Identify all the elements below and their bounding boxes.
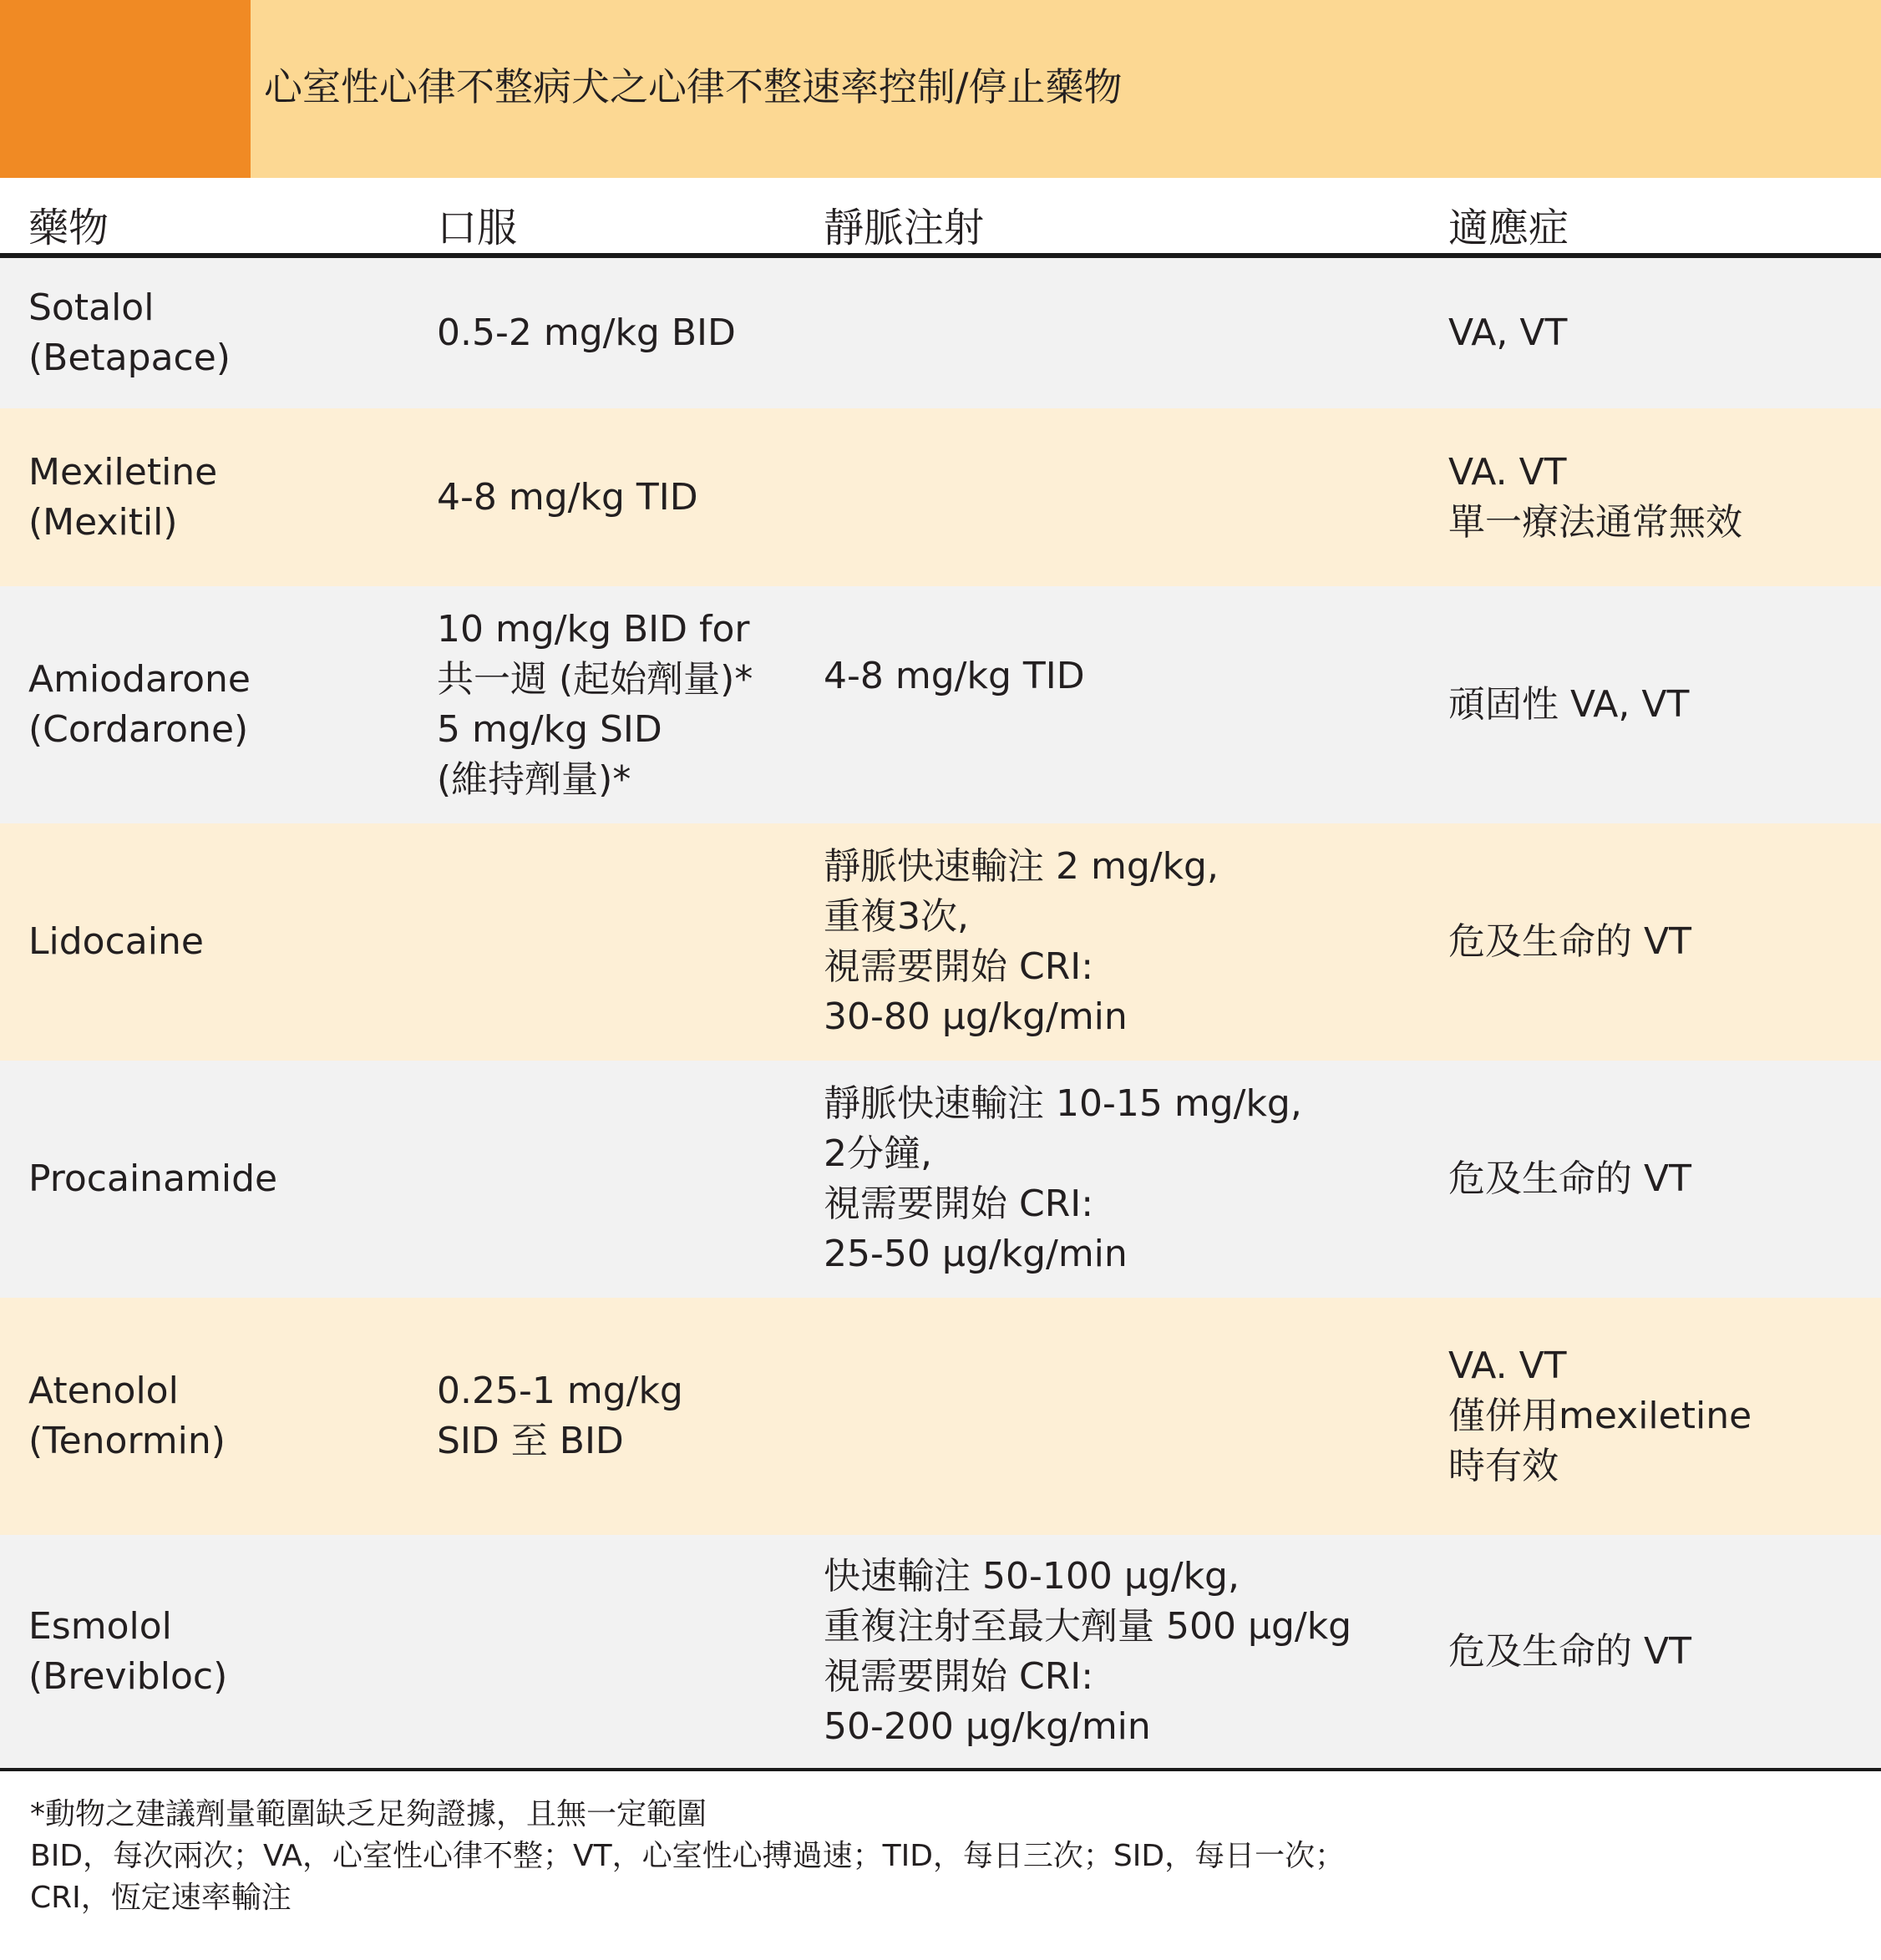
cell-line: 靜脈快速輸注 2 mg/kg, [824, 845, 1219, 888]
cell-line: 50-200 µg/kg/min [824, 1704, 1151, 1748]
cell-line: 快速輸注 50-100 µg/kg, [824, 1554, 1240, 1598]
table-row [0, 1535, 1881, 1768]
cell-line: Mexiletine [28, 450, 218, 494]
cell-oral [437, 408, 698, 586]
cell-drug [28, 258, 231, 408]
cell-line: 4-8 mg/kg TID [437, 475, 698, 519]
cell-iv [824, 1535, 1351, 1768]
cell-line: 25-50 µg/kg/min [824, 1233, 1128, 1275]
cell-line: 靜脈快速輸注 10-15 mg/kg, [824, 1082, 1302, 1125]
cell-line: (Betapace) [28, 337, 231, 379]
cell-line: (維持劑量)* [437, 758, 631, 801]
cell-indication [1448, 586, 1689, 823]
cell-line: 30-80 µg/kg/min [824, 995, 1128, 1038]
cell-line: VA, VT [1448, 311, 1568, 354]
table-row [0, 586, 1881, 823]
header-oral: 口服 [437, 205, 518, 251]
cell-iv [824, 823, 1219, 1061]
cell-line: 視需要開始 CRI: [824, 1183, 1094, 1225]
cell-line: 僅併用mexiletine [1448, 1395, 1752, 1437]
cell-line: (Brevibloc) [28, 1654, 228, 1698]
title-accent-block [0, 0, 251, 178]
cell-line: 5 mg/kg SID [437, 708, 662, 751]
footnote-line: BID，每次兩次；VA，心室性心律不整；VT，心室性心搏過速；TID，每日三次；SID，每日一次； [30, 1839, 1346, 1873]
table-row [0, 1061, 1881, 1298]
cell-line: 重複注射至最大劑量 500 µg/kg [824, 1604, 1352, 1648]
cell-indication [1448, 823, 1691, 1061]
cell-line: Amiodarone [28, 658, 251, 701]
cell-line: (Mexitil) [28, 500, 178, 544]
cell-line: VA. VT [1448, 1345, 1567, 1387]
cell-line: 時有效 [1448, 1445, 1559, 1487]
cell-drug [28, 823, 204, 1061]
footnote-line: CRI，恆定速率輸注 [30, 1881, 292, 1915]
cell-line: 0.5-2 mg/kg BID [437, 311, 736, 354]
cell-drug [28, 408, 217, 586]
footnotes [30, 1794, 1345, 1919]
cell-oral [437, 1298, 683, 1535]
table-row [0, 823, 1881, 1061]
table-row [0, 408, 1881, 586]
cell-line: 4-8 mg/kg TID [824, 655, 1085, 697]
cell-line: 危及生命的 VT [1448, 1629, 1691, 1673]
cell-line: SID 至 BID [437, 1420, 624, 1462]
table-header-row [0, 178, 1881, 258]
cell-line: Atenolol [28, 1370, 179, 1412]
cell-line: 頑固性 VA, VT [1448, 683, 1690, 726]
cell-line: (Tenormin) [28, 1420, 226, 1462]
cell-line: 共一週 (起始劑量)* [437, 658, 753, 701]
cell-iv [824, 1061, 1302, 1298]
footer-divider [0, 1768, 1881, 1771]
table-title: 心室性心律不整病犬之心律不整速率控制/停止藥物 [264, 64, 1123, 109]
cell-indication [1448, 1061, 1691, 1298]
cell-line: 危及生命的 VT [1448, 1157, 1691, 1200]
cell-drug [28, 1535, 227, 1768]
cell-line: 視需要開始 CRI: [824, 945, 1094, 988]
cell-indication [1448, 1298, 1752, 1535]
cell-indication [1448, 1535, 1691, 1768]
header-iv: 靜脈注射 [824, 205, 985, 251]
cell-line: Lidocaine [28, 920, 204, 963]
table-row [0, 258, 1881, 408]
cell-line: 單一療法通常無效 [1448, 500, 1742, 544]
table-row [0, 1298, 1881, 1535]
cell-iv [824, 586, 1085, 823]
cell-line: 2分鐘, [824, 1132, 932, 1175]
header-drug: 藥物 [28, 205, 109, 251]
cell-line: Procainamide [28, 1157, 278, 1200]
cell-line: Esmolol [28, 1604, 172, 1648]
footnote-line: *動物之建議劑量範圍缺乏足夠證據，且無一定範圍 [30, 1797, 707, 1831]
header-indication: 適應症 [1448, 205, 1569, 251]
cell-line: 重複3次, [824, 895, 969, 938]
cell-line: 10 mg/kg BID for [437, 608, 750, 651]
cell-line: (Cordarone) [28, 708, 249, 751]
cell-oral [437, 258, 736, 408]
cell-indication [1448, 408, 1742, 586]
cell-indication [1448, 258, 1567, 408]
cell-oral [437, 586, 753, 823]
cell-line: 危及生命的 VT [1448, 920, 1691, 963]
cell-line: Sotalol [28, 286, 155, 329]
cell-drug [28, 586, 251, 823]
cell-line: VA. VT [1448, 450, 1567, 494]
title-bar [0, 0, 1881, 178]
cell-drug [28, 1061, 277, 1298]
cell-drug [28, 1298, 226, 1535]
cell-line: 視需要開始 CRI: [824, 1654, 1094, 1698]
cell-line: 0.25-1 mg/kg [437, 1370, 683, 1412]
